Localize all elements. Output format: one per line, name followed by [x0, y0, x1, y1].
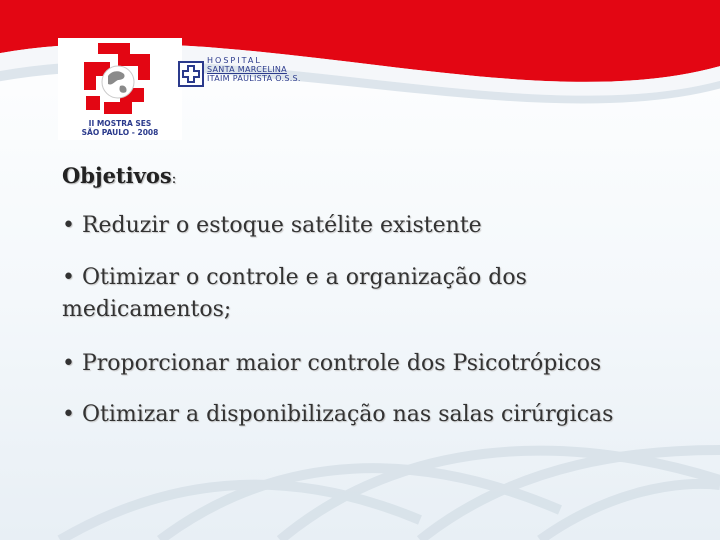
mostra-ses-logo: [58, 38, 182, 140]
list-item: • Otimizar o controle e a organização dos medicamentos;: [62, 265, 527, 322]
ses-caption-line1: II MOSTRA SES: [88, 119, 152, 128]
objectives-heading: [62, 163, 176, 188]
heading-word: Objetivos: [62, 163, 172, 188]
list-item: • Proporcionar maior controle dos Psicotrópicos: [62, 351, 602, 376]
heading-colon: :: [171, 171, 177, 187]
objectives-list: [62, 210, 702, 451]
list-item: • Reduzir o estoque satélite existente: [62, 213, 482, 238]
hospital-name: [207, 56, 301, 83]
hospital-santa-marcelina-logo: [178, 56, 308, 92]
red-cross-globe-icon: [58, 38, 182, 120]
list-item: • Otimizar a disponibilização nas salas cirúrgicas: [62, 402, 614, 427]
hospital-name-line2: SANTA MARCELINA: [207, 65, 287, 74]
ses-logo-caption: [58, 119, 182, 137]
hospital-name-line3: ITAIM PAULISTA O.S.S.: [207, 74, 301, 83]
hospital-name-line1: HOSPITAL: [207, 56, 262, 65]
ses-caption-line2: SÃO PAULO - 2008: [81, 128, 159, 137]
hospital-emblem-icon: [178, 61, 204, 87]
